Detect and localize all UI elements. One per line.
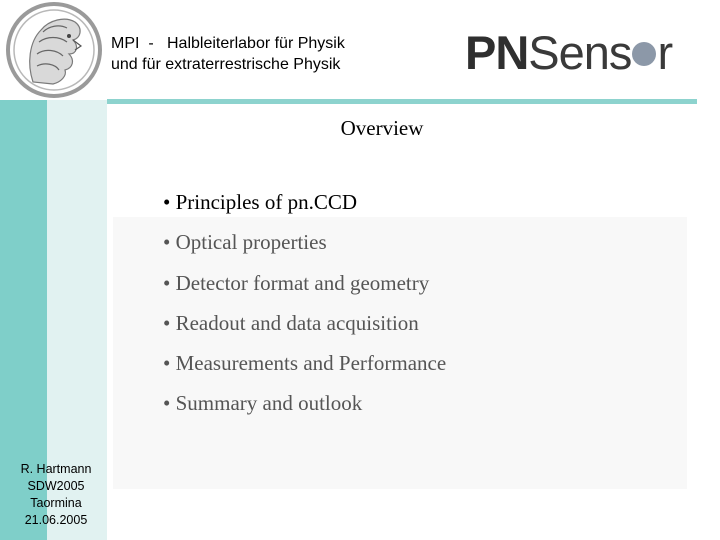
header-divider — [107, 99, 697, 104]
logo-area — [0, 0, 107, 100]
institute-line-1: MPI - Halbleiterlabor für Physik — [111, 35, 345, 52]
institute-line-2: und für extraterrestrische Physik — [111, 56, 341, 73]
event-date: 21.06.2005 — [24, 513, 88, 527]
list-item: • Measurements and Performance — [163, 351, 447, 376]
author-name: R. Hartmann — [20, 462, 92, 476]
list-item: • Readout and data acquisition — [163, 310, 419, 335]
list-item: • Detector format and geometry — [163, 270, 430, 295]
event-location: Taormina — [30, 496, 82, 510]
brand-part-2: Sens — [528, 26, 632, 79]
overview-list — [163, 187, 446, 429]
institute-name — [111, 33, 411, 75]
max-planck-minerva-logo-icon — [3, 2, 105, 98]
brand-dot-icon — [632, 42, 656, 66]
author-block — [8, 461, 104, 529]
brand-part-3: r — [657, 26, 673, 79]
brand-part-1: PN — [465, 26, 529, 79]
list-item: • Optical properties — [163, 230, 327, 255]
slide-title: Overview — [340, 116, 424, 140]
pnsensor-logo — [465, 27, 672, 79]
event-name: SDW2005 — [27, 479, 85, 493]
list-item: • Summary and outlook — [163, 391, 363, 416]
list-item: • Principles of pn.CCD — [163, 190, 358, 214]
